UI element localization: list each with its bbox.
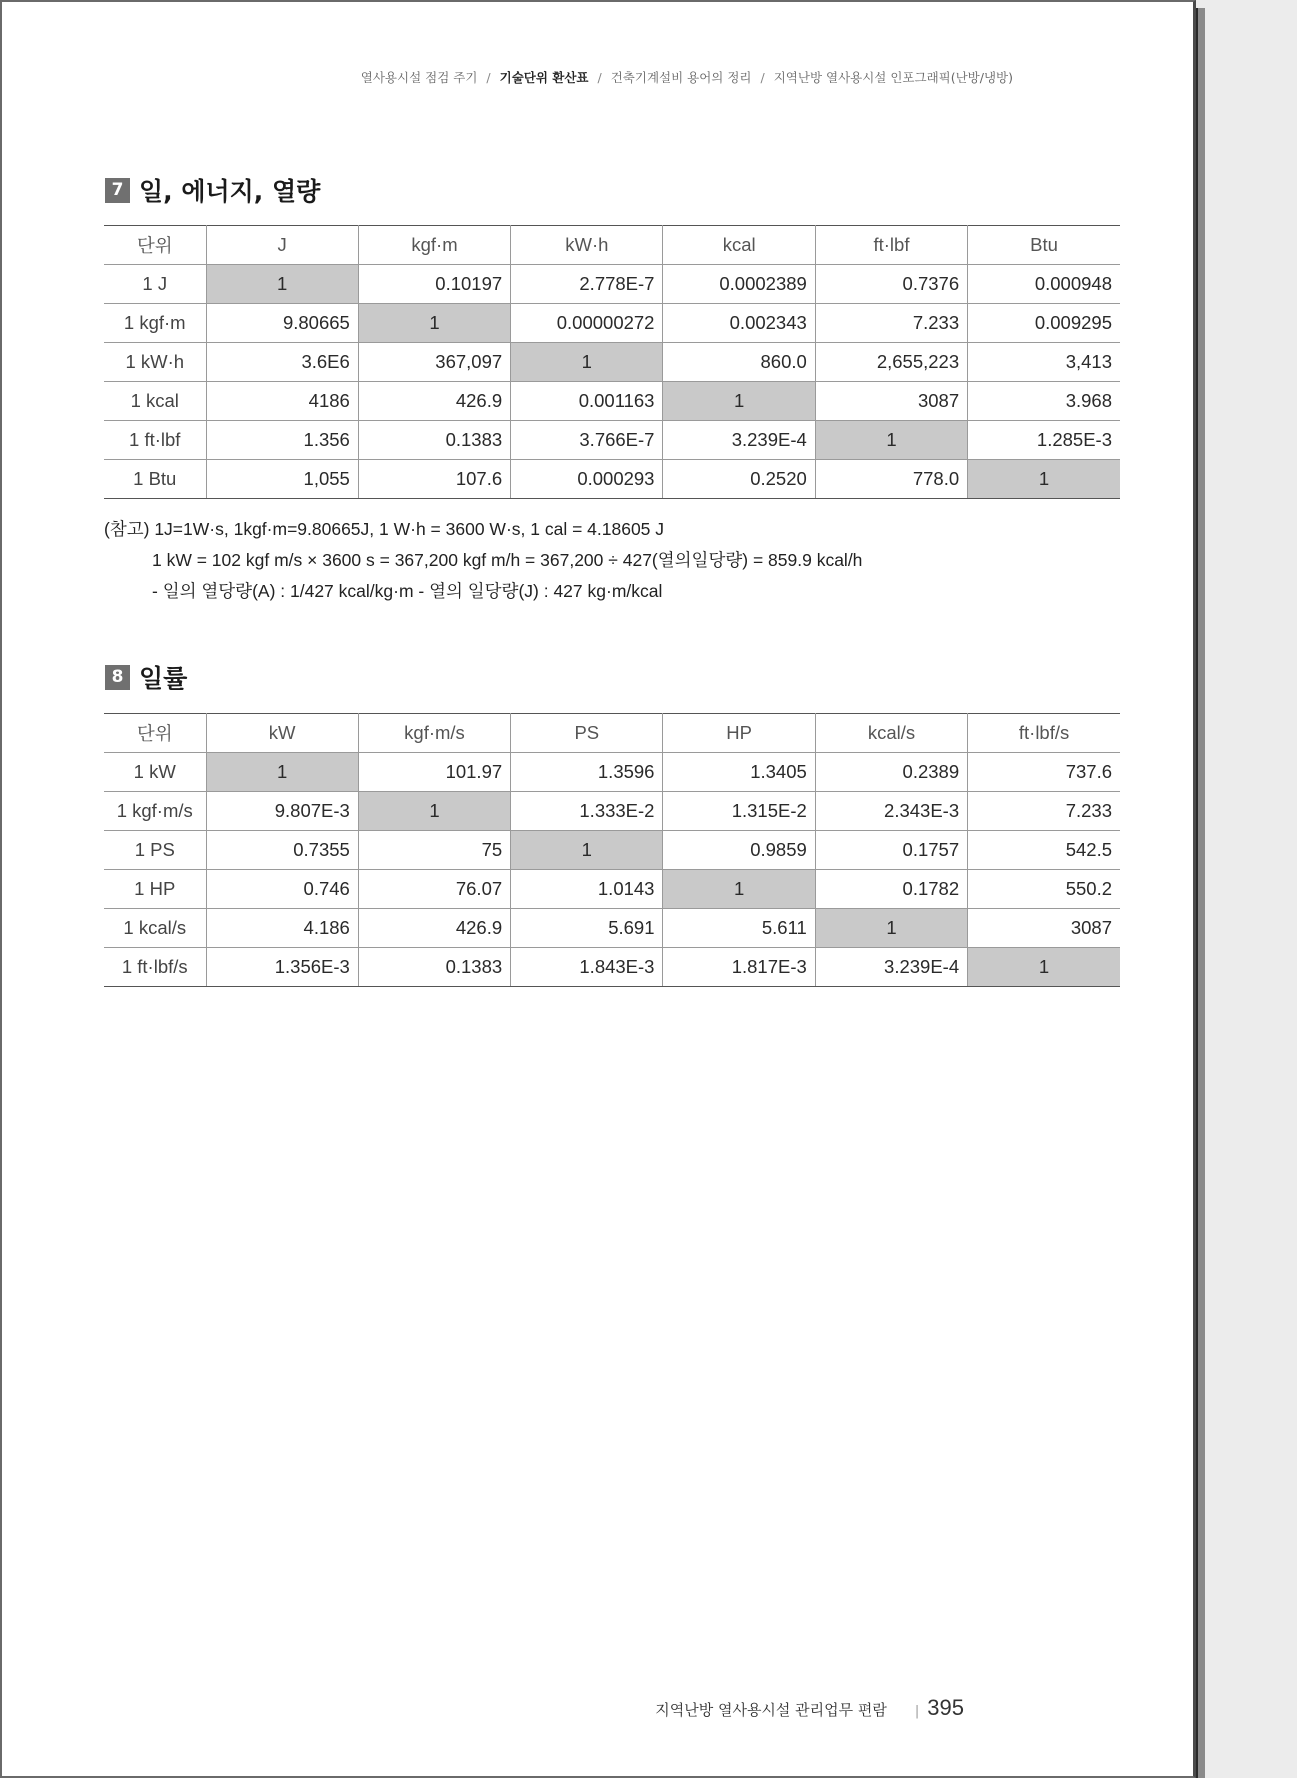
row-unit-label: 1 kgf·m/s [104, 792, 206, 831]
table-cell: 0.001163 [511, 382, 663, 421]
column-header: ft·lbf/s [968, 714, 1120, 753]
breadcrumb-item-infographic: 지역난방 열사용시설 인포그래픽(난방/냉방) [773, 70, 1013, 85]
row-unit-label: 1 kcal [104, 382, 206, 421]
table-cell: 0.7376 [815, 265, 967, 304]
table-cell: 2.343E-3 [815, 792, 967, 831]
table-cell: 9.80665 [206, 304, 358, 343]
row-unit-label: 1 kW·h [104, 343, 206, 382]
row-unit-label: 1 kW [104, 753, 206, 792]
table-cell: 75 [358, 831, 510, 870]
breadcrumb-separator: / [486, 70, 491, 85]
table-cell: 3.239E-4 [663, 421, 815, 460]
table-row [104, 909, 1120, 948]
identity-cell: 1 [663, 870, 815, 909]
section-heading: 일률 [139, 664, 188, 693]
table-row [104, 792, 1120, 831]
table-header-row [104, 226, 1120, 265]
table-cell: 0.1782 [815, 870, 967, 909]
table-cell: 0.10197 [358, 265, 510, 304]
section-heading: 일, 에너지, 열량 [139, 177, 321, 206]
row-unit-label: 1 ft·lbf [104, 421, 206, 460]
table-cell: 426.9 [358, 909, 510, 948]
table-cell: 0.2389 [815, 753, 967, 792]
table-cell: 1.356 [206, 421, 358, 460]
column-header: kW [206, 714, 358, 753]
energy-conversion-table [104, 225, 1120, 499]
page-footer [655, 1695, 964, 1721]
table-cell: 4186 [206, 382, 358, 421]
note-line: - 일의 열당량(A) : 1/427 kcal/kg·m - 열의 일당량(J) : 427 kg·m/kcal [152, 581, 663, 601]
identity-cell: 1 [968, 948, 1120, 987]
table-row [104, 265, 1120, 304]
breadcrumb-separator: / [760, 70, 765, 85]
table-cell: 1.285E-3 [968, 421, 1120, 460]
unit-column-header: 단위 [104, 226, 206, 265]
table-cell: 107.6 [358, 460, 510, 499]
table-cell: 3.968 [968, 382, 1120, 421]
table-cell: 1.3596 [511, 753, 663, 792]
table-row [104, 382, 1120, 421]
table-cell: 1.356E-3 [206, 948, 358, 987]
breadcrumb-item-inspection-cycle: 열사용시설 점검 주기 [360, 70, 478, 85]
row-unit-label: 1 kgf·m [104, 304, 206, 343]
table-cell: 0.000293 [511, 460, 663, 499]
table-cell: 0.0002389 [663, 265, 815, 304]
table-row [104, 343, 1120, 382]
column-header: kW·h [511, 226, 663, 265]
table-cell: 3087 [815, 382, 967, 421]
identity-cell: 1 [358, 792, 510, 831]
table-cell: 1,055 [206, 460, 358, 499]
table-cell: 3.766E-7 [511, 421, 663, 460]
table-row [104, 948, 1120, 987]
table-cell: 0.9859 [663, 831, 815, 870]
column-header: Btu [968, 226, 1120, 265]
table-cell: 737.6 [968, 753, 1120, 792]
page-number: 395 [927, 1695, 964, 1720]
row-unit-label: 1 J [104, 265, 206, 304]
table-cell: 0.000948 [968, 265, 1120, 304]
identity-cell: 1 [511, 343, 663, 382]
book-title: 지역난방 열사용시설 관리업무 편람 [655, 1701, 887, 1719]
table-cell: 4.186 [206, 909, 358, 948]
table-cell: 0.1383 [358, 421, 510, 460]
row-unit-label: 1 HP [104, 870, 206, 909]
table-cell: 778.0 [815, 460, 967, 499]
breadcrumb [361, 68, 1013, 86]
table-cell: 76.07 [358, 870, 510, 909]
table-cell: 7.233 [815, 304, 967, 343]
table-cell: 1.3405 [663, 753, 815, 792]
table-cell: 542.5 [968, 831, 1120, 870]
table-cell: 0.1383 [358, 948, 510, 987]
table-cell: 3087 [968, 909, 1120, 948]
page-edge-shadow [1196, 8, 1205, 1778]
note-line: 1 kW = 102 kgf m/s × 3600 s = 367,200 kgf m/h = 367,200 ÷ 427(열의일당량) = 859.9 kcal/h [152, 550, 863, 570]
table-cell: 0.746 [206, 870, 358, 909]
column-header: ft·lbf [815, 226, 967, 265]
table-cell: 2.778E-7 [511, 265, 663, 304]
column-header: PS [511, 714, 663, 753]
column-header: kcal [663, 226, 815, 265]
table-cell: 550.2 [968, 870, 1120, 909]
identity-cell: 1 [663, 382, 815, 421]
section-number-badge: 8 [105, 665, 130, 690]
table-cell: 101.97 [358, 753, 510, 792]
table-row [104, 421, 1120, 460]
table-cell: 0.00000272 [511, 304, 663, 343]
table-cell: 1.817E-3 [663, 948, 815, 987]
table-row [104, 460, 1120, 499]
table-cell: 0.002343 [663, 304, 815, 343]
identity-cell: 1 [815, 421, 967, 460]
table-cell: 0.2520 [663, 460, 815, 499]
identity-cell: 1 [815, 909, 967, 948]
table-row [104, 753, 1120, 792]
table-cell: 0.1757 [815, 831, 967, 870]
table-cell: 3.239E-4 [815, 948, 967, 987]
footer-divider: | [914, 1704, 920, 1719]
table-cell: 1.315E-2 [663, 792, 815, 831]
table-header-row [104, 714, 1120, 753]
table-cell: 1.843E-3 [511, 948, 663, 987]
section-title-power [105, 659, 187, 695]
table-cell: 0.7355 [206, 831, 358, 870]
note-line: (참고) 1J=1W·s, 1kgf·m=9.80665J, 1 W·h = 3600 W·s, 1 cal = 4.18605 J [104, 519, 665, 539]
row-unit-label: 1 Btu [104, 460, 206, 499]
identity-cell: 1 [358, 304, 510, 343]
column-header: kgf·m/s [358, 714, 510, 753]
identity-cell: 1 [968, 460, 1120, 499]
table-cell: 5.691 [511, 909, 663, 948]
column-header: kgf·m [358, 226, 510, 265]
table-row [104, 304, 1120, 343]
table-cell: 7.233 [968, 792, 1120, 831]
row-unit-label: 1 kcal/s [104, 909, 206, 948]
section-number-badge: 7 [105, 178, 130, 203]
reference-notes [104, 514, 862, 607]
section-title-energy [105, 172, 320, 208]
breadcrumb-item-unit-conversion: 기술단위 환산표 [499, 70, 589, 85]
identity-cell: 1 [206, 753, 358, 792]
table-cell: 3.6E6 [206, 343, 358, 382]
row-unit-label: 1 PS [104, 831, 206, 870]
table-cell: 1.333E-2 [511, 792, 663, 831]
table-row [104, 870, 1120, 909]
breadcrumb-separator: / [597, 70, 602, 85]
identity-cell: 1 [511, 831, 663, 870]
breadcrumb-item-terminology: 건축기계설비 용어의 정리 [610, 70, 752, 85]
column-header: J [206, 226, 358, 265]
table-row [104, 831, 1120, 870]
table-cell: 9.807E-3 [206, 792, 358, 831]
power-conversion-table [104, 713, 1120, 987]
row-unit-label: 1 ft·lbf/s [104, 948, 206, 987]
table-cell: 367,097 [358, 343, 510, 382]
table-cell: 426.9 [358, 382, 510, 421]
column-header: kcal/s [815, 714, 967, 753]
unit-column-header: 단위 [104, 714, 206, 753]
table-cell: 860.0 [663, 343, 815, 382]
table-cell: 2,655,223 [815, 343, 967, 382]
table-cell: 5.611 [663, 909, 815, 948]
column-header: HP [663, 714, 815, 753]
identity-cell: 1 [206, 265, 358, 304]
table-cell: 0.009295 [968, 304, 1120, 343]
table-cell: 1.0143 [511, 870, 663, 909]
table-cell: 3,413 [968, 343, 1120, 382]
